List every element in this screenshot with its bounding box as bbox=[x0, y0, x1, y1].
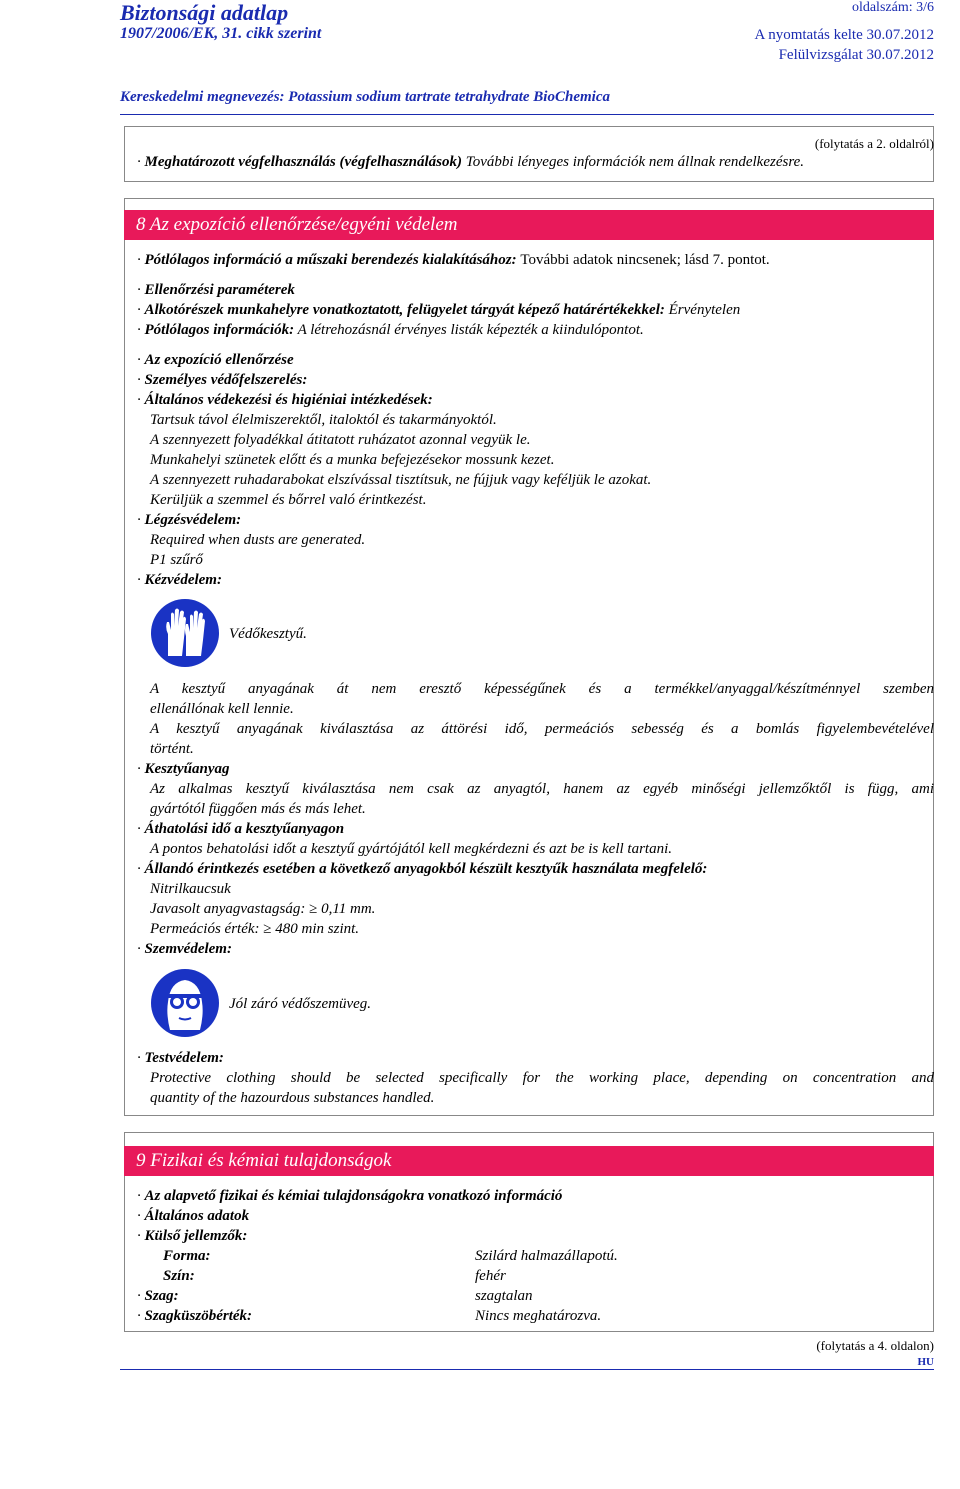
odor-label: · Szag: bbox=[137, 1288, 179, 1304]
trade-name: Kereskedelmi megnevezés: Potassium sodium tartrate tetrahydrate BioChemica bbox=[120, 89, 610, 105]
color-label: Szín: bbox=[163, 1268, 195, 1284]
respiratory-item: Required when dusts are generated. bbox=[150, 532, 366, 548]
basic-info-line: · Az alapvető fizikai és kémiai tulajdonságokra vonatkozó információ bbox=[137, 1188, 563, 1204]
header-rule bbox=[120, 114, 934, 115]
hand-label-line: · Kézvédelem: bbox=[137, 572, 222, 588]
hygiene-item: A szennyezett folyadékkal átitatott ruházatot azonnal vegyük le. bbox=[150, 432, 531, 448]
odor-threshold-label: · Szagküszöbérték: bbox=[137, 1308, 253, 1324]
body-line2: quantity of the hazourdous substances handled. bbox=[150, 1090, 435, 1106]
body-line1: Protective clothing should be selected specifically for the working place, depending on concentration and bbox=[150, 1070, 934, 1086]
ppe-line: · Személyes védőfelszerelés: bbox=[137, 372, 308, 388]
penetration-label-line: · Áthatolási idő a kesztyűanyagon bbox=[137, 821, 345, 837]
material-line1: Az alkalmas kesztyű kiválasztása nem csak az anyagtól, hanem az egyéb minőségi jellemzőktől is függ, ami bbox=[150, 781, 934, 797]
limits-line: · Alkotórészek munkahelyre vonatkoztatott, felügyelet tárgyát képező határértékekkel: Érvénytelen bbox=[137, 302, 741, 318]
glove-para1-line1: A kesztyű anyagának át nem eresztő képességűnek és a termékkel/anyaggal/készítménnyel szemben bbox=[150, 681, 934, 697]
hand-caption: Védőkesztyű. bbox=[229, 626, 307, 642]
form-value: Szilárd halmazállapotú. bbox=[475, 1248, 618, 1264]
penetration-value: A pontos behatolási időt a kesztyű gyártójától kell megkérdezni és azt be is kell tartani. bbox=[150, 841, 673, 857]
section9-heading: 9 Fizikai és kémiai tulajdonságok bbox=[124, 1146, 934, 1176]
section8-heading: 8 Az expozíció ellenőrzése/egyéni védelem bbox=[124, 210, 934, 240]
body-label-line: · Testvédelem: bbox=[137, 1050, 224, 1066]
glove-para2-line1: A kesztyű anyagának kiválasztása az áttörési idő, permeációs sebesség és a bomlás figyelembevételével bbox=[150, 721, 934, 737]
eye-caption: Jól záró védőszemüveg. bbox=[229, 996, 372, 1012]
print-date: A nyomtatás kelte 30.07.2012 bbox=[754, 27, 934, 43]
respiratory-item: P1 szűrő bbox=[150, 552, 203, 568]
intended-use-line: · Meghatározott végfelhasználás (végfelhasználások) További lényeges információk nem állnak rendelkezésre. bbox=[137, 154, 805, 170]
control-params-line: · Ellenőrzési paraméterek bbox=[137, 282, 295, 298]
appearance-line: · Külső jellemzők: bbox=[137, 1228, 248, 1244]
hygiene-item: Kerüljük a szemmel és bőrrel való érintkezést. bbox=[150, 492, 427, 508]
eye-label-line: · Szemvédelem: bbox=[137, 941, 232, 957]
glove-para2-line2: történt. bbox=[150, 741, 194, 757]
continued-to: (folytatás a 4. oldalon) bbox=[816, 1338, 934, 1353]
technical-info-line: · Pótlólagos információ a műszaki berendezés kialakításához: További adatok nincsenek; lásd 7. pontot. bbox=[137, 252, 770, 268]
hygiene-item: A szennyezett ruhadarabokat elszívással tisztítsuk, ne fújjuk vagy keféljük le azokat. bbox=[150, 472, 652, 488]
respiratory-label-line: · Légzésvédelem: bbox=[137, 512, 242, 528]
footer-rule bbox=[120, 1369, 934, 1370]
hygiene-item: Munkahelyi szünetek előtt és a munka befejezésekor mossunk kezet. bbox=[150, 452, 555, 468]
permeation-line: Permeációs érték: ≥ 480 min szint. bbox=[150, 921, 360, 937]
permanent-material: Nitrilkaucsuk bbox=[150, 881, 231, 897]
additional-info-line: · Pótlólagos információk: A létrehozásnál érvényes listák képezték a kiindulópontot. bbox=[137, 322, 644, 338]
material-line2: gyártótól függően más és más lehet. bbox=[150, 801, 366, 817]
form-label: Forma: bbox=[163, 1248, 211, 1264]
exposure-control-line: · Az expozíció ellenőrzése bbox=[137, 352, 294, 368]
permanent-contact-line: · Állandó érintkezés esetében a következő anyagokból készült kesztyűk használata megfelelő: bbox=[137, 861, 708, 877]
goggles-icon bbox=[150, 968, 220, 1038]
document-title: Biztonsági adatlap bbox=[120, 0, 289, 25]
gloves-icon bbox=[150, 598, 220, 668]
language-code: HU bbox=[917, 1356, 934, 1368]
hygiene-label-line: · Általános védekezési és higiéniai intézkedések: bbox=[137, 392, 433, 408]
thickness-line: Javasolt anyagvastagság: ≥ 0,11 mm. bbox=[150, 901, 376, 917]
glove-para1-line2: ellenállónak kell lennie. bbox=[150, 701, 294, 717]
material-label-line: · Kesztyűanyag bbox=[137, 761, 230, 777]
regulation-subtitle: 1907/2006/EK, 31. cikk szerint bbox=[120, 25, 322, 42]
revision-date: Felülvizsgálat 30.07.2012 bbox=[778, 47, 934, 63]
hygiene-item: Tartsuk távol élelmiszerektől, italoktól és takarmányoktól. bbox=[150, 412, 497, 428]
page-number: oldalszám: 3/6 bbox=[851, 0, 934, 15]
odor-value: szagtalan bbox=[475, 1288, 533, 1304]
color-value: fehér bbox=[475, 1268, 506, 1284]
continued-from: (folytatás a 2. oldalról) bbox=[814, 136, 934, 151]
general-data-line: · Általános adatok bbox=[137, 1208, 250, 1224]
odor-threshold-value: Nincs meghatározva. bbox=[475, 1308, 602, 1324]
